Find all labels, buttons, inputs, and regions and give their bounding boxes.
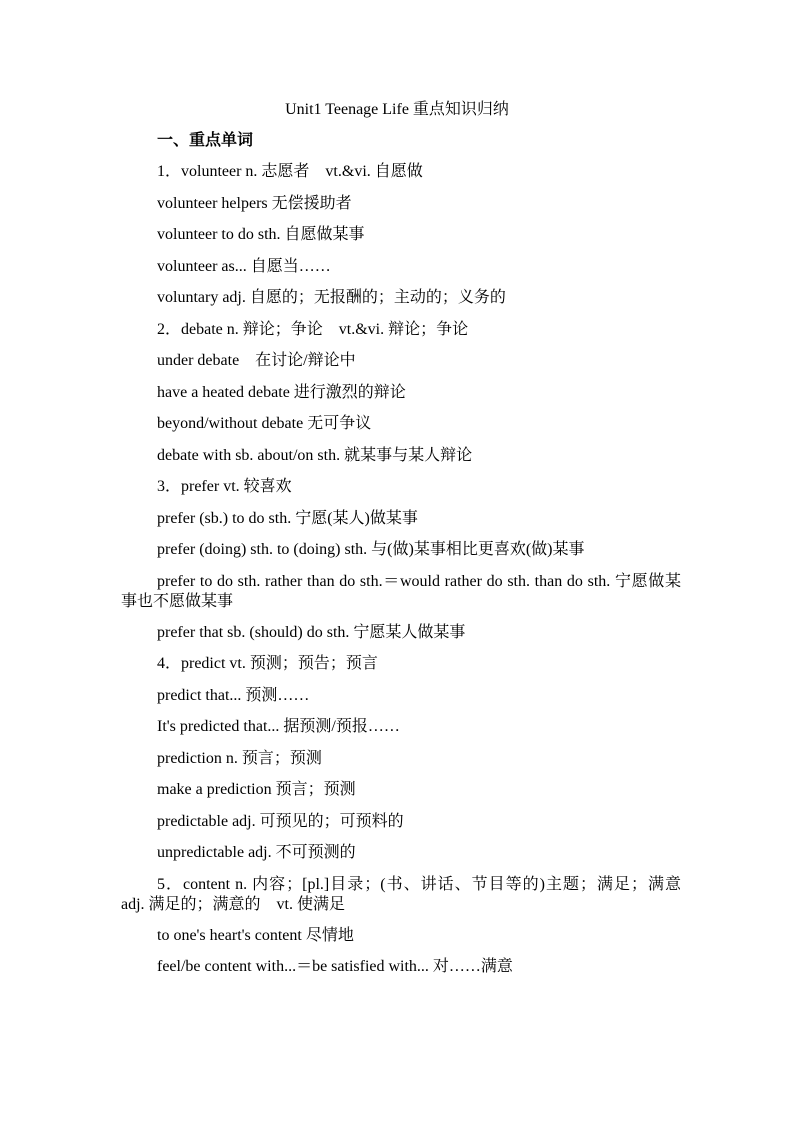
- list-item: 4．predict vt. 预测；预告；预言: [157, 655, 378, 672]
- list-item: predict that... 预测……: [157, 686, 310, 704]
- document-title: Unit1 Teenage Life 重点知识归纳: [285, 101, 509, 118]
- list-item: prefer (doing) sth. to (doing) sth. 与(做)某事相比更喜欢(做)某事: [157, 541, 585, 558]
- list-item: 2．debate n. 辩论；争论 vt.&vi. 辩论；争论: [157, 320, 469, 338]
- list-item: prefer to do sth. rather than do sth.＝would rather do sth. than do sth. 宁愿做某事也不愿做某事: [121, 572, 681, 610]
- list-item: prefer that sb. (should) do sth. 宁愿某人做某事: [157, 623, 466, 641]
- list-item: prefer (sb.) to do sth. 宁愿(某人)做某事: [157, 509, 418, 527]
- list-item: have a heated debate 进行激烈的辩论: [157, 383, 406, 401]
- list-item: It's predicted that... 据预测/预报……: [157, 718, 400, 735]
- list-item: make a prediction 预言；预测: [157, 781, 356, 798]
- list-item: 1．volunteer n. 志愿者 vt.&vi. 自愿做: [157, 163, 423, 180]
- list-item: predictable adj. 可预见的；可预料的: [157, 812, 404, 830]
- list-item: voluntary adj. 自愿的；无报酬的；主动的；义务的: [157, 289, 506, 306]
- list-item: debate with sb. about/on sth. 就某事与某人辩论: [157, 446, 473, 464]
- list-item: under debate 在讨论/辩论中: [157, 352, 356, 369]
- vocabulary-list: [121, 161, 698, 988]
- list-item: volunteer as... 自愿当……: [157, 257, 331, 275]
- section-heading: 一、重点单词: [157, 130, 254, 149]
- list-item: unpredictable adj. 不可预测的: [157, 844, 356, 861]
- list-item: prediction n. 预言；预测: [157, 749, 322, 767]
- list-item: volunteer helpers 无偿援助者: [157, 194, 352, 212]
- list-item: to one's heart's content 尽情地: [157, 926, 354, 944]
- list-item: volunteer to do sth. 自愿做某事: [157, 226, 365, 243]
- list-item: 5．content n. 内容；[pl.]目录；(书、讲话、节目等的)主题；满足；满意 adj. 满足的；满意的 vt. 使满足: [121, 875, 698, 913]
- list-item: feel/be content with...＝be satisfied with... 对……满意: [157, 958, 513, 975]
- list-item: beyond/without debate 无可争议: [157, 415, 372, 432]
- list-item: 3．prefer vt. 较喜欢: [157, 478, 292, 495]
